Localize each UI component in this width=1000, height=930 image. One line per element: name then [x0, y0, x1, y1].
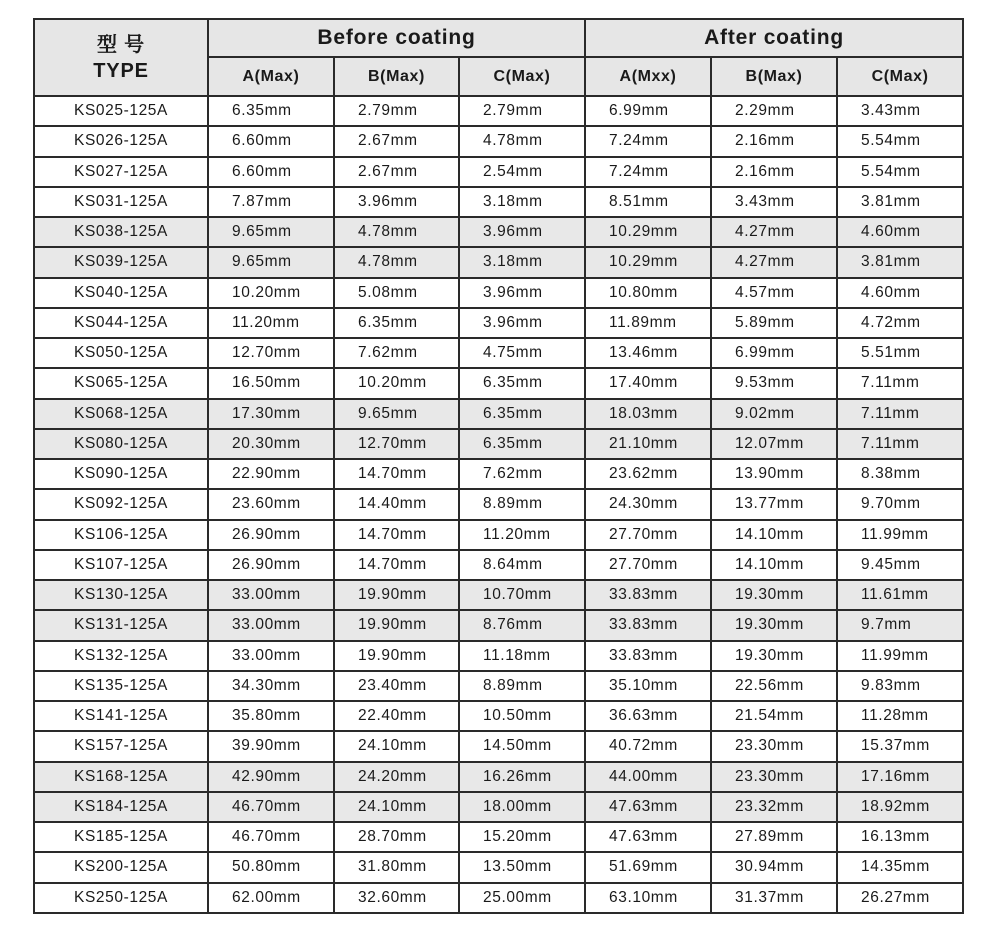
type-header-cn: 型 号	[97, 33, 145, 56]
after-a-cell: 6.99mm	[585, 96, 711, 126]
before-a-cell: 26.90mm	[208, 520, 334, 550]
after-c-cell: 7.11mm	[837, 368, 963, 398]
table-row	[34, 610, 963, 640]
before-c-cell: 4.78mm	[459, 126, 585, 156]
after-b-cell: 5.89mm	[711, 308, 837, 338]
after-b-cell: 9.02mm	[711, 399, 837, 429]
after-c-cell: 11.99mm	[837, 641, 963, 671]
before-a-cell: 6.60mm	[208, 157, 334, 187]
after-a-cell: 17.40mm	[585, 368, 711, 398]
after-b-cell: 13.77mm	[711, 489, 837, 519]
coating-dimensions-table	[33, 18, 964, 914]
type-cell: KS107-125A	[34, 550, 208, 580]
after-b-cell: 31.37mm	[711, 883, 837, 913]
table-row	[34, 641, 963, 671]
type-cell: KS131-125A	[34, 610, 208, 640]
before-b-cell: 10.20mm	[334, 368, 459, 398]
type-cell: KS168-125A	[34, 762, 208, 792]
table-row	[34, 399, 963, 429]
before-b-cell: 14.70mm	[334, 520, 459, 550]
before-b-cell: 3.96mm	[334, 187, 459, 217]
before-a-header: A(Max)	[208, 57, 334, 96]
before-c-cell: 2.79mm	[459, 96, 585, 126]
type-cell: KS050-125A	[34, 338, 208, 368]
after-a-cell: 11.89mm	[585, 308, 711, 338]
table-row	[34, 520, 963, 550]
type-cell: KS044-125A	[34, 308, 208, 338]
type-cell: KS200-125A	[34, 852, 208, 882]
after-b-cell: 30.94mm	[711, 852, 837, 882]
after-c-cell: 11.99mm	[837, 520, 963, 550]
after-coating-header: After coating	[585, 19, 963, 57]
before-a-cell: 35.80mm	[208, 701, 334, 731]
table-row	[34, 247, 963, 277]
after-b-cell: 22.56mm	[711, 671, 837, 701]
before-a-cell: 22.90mm	[208, 459, 334, 489]
after-c-cell: 5.51mm	[837, 338, 963, 368]
before-a-cell: 20.30mm	[208, 429, 334, 459]
before-a-cell: 17.30mm	[208, 399, 334, 429]
after-a-cell: 27.70mm	[585, 550, 711, 580]
after-c-cell: 16.13mm	[837, 822, 963, 852]
before-a-cell: 33.00mm	[208, 641, 334, 671]
type-cell: KS106-125A	[34, 520, 208, 550]
after-b-cell: 14.10mm	[711, 550, 837, 580]
type-cell: KS039-125A	[34, 247, 208, 277]
after-a-header: A(Mxx)	[585, 57, 711, 96]
before-a-cell: 9.65mm	[208, 247, 334, 277]
after-c-header: C(Max)	[837, 57, 963, 96]
after-c-cell: 7.11mm	[837, 399, 963, 429]
after-a-cell: 36.63mm	[585, 701, 711, 731]
type-header	[34, 19, 208, 96]
table-row	[34, 671, 963, 701]
before-b-cell: 19.90mm	[334, 580, 459, 610]
after-c-cell: 3.81mm	[837, 247, 963, 277]
table-row	[34, 157, 963, 187]
before-c-cell: 8.89mm	[459, 489, 585, 519]
before-b-cell: 19.90mm	[334, 610, 459, 640]
before-c-header: C(Max)	[459, 57, 585, 96]
after-c-cell: 9.70mm	[837, 489, 963, 519]
before-a-cell: 10.20mm	[208, 278, 334, 308]
after-a-cell: 8.51mm	[585, 187, 711, 217]
after-c-cell: 5.54mm	[837, 157, 963, 187]
after-c-cell: 17.16mm	[837, 762, 963, 792]
table-row	[34, 126, 963, 156]
before-a-cell: 34.30mm	[208, 671, 334, 701]
before-b-cell: 6.35mm	[334, 308, 459, 338]
after-b-cell: 19.30mm	[711, 641, 837, 671]
after-b-cell: 2.16mm	[711, 126, 837, 156]
table-row	[34, 701, 963, 731]
table-row	[34, 580, 963, 610]
before-b-cell: 19.90mm	[334, 641, 459, 671]
before-b-header: B(Max)	[334, 57, 459, 96]
before-c-cell: 2.54mm	[459, 157, 585, 187]
after-b-cell: 14.10mm	[711, 520, 837, 550]
before-b-cell: 14.70mm	[334, 550, 459, 580]
after-c-cell: 8.38mm	[837, 459, 963, 489]
table-row	[34, 762, 963, 792]
before-c-cell: 3.96mm	[459, 217, 585, 247]
before-c-cell: 14.50mm	[459, 731, 585, 761]
after-b-cell: 21.54mm	[711, 701, 837, 731]
type-cell: KS092-125A	[34, 489, 208, 519]
before-a-cell: 16.50mm	[208, 368, 334, 398]
before-c-cell: 8.89mm	[459, 671, 585, 701]
table-row	[34, 459, 963, 489]
type-cell: KS185-125A	[34, 822, 208, 852]
after-b-header: B(Max)	[711, 57, 837, 96]
after-c-cell: 15.37mm	[837, 731, 963, 761]
before-b-cell: 4.78mm	[334, 247, 459, 277]
before-a-cell: 6.35mm	[208, 96, 334, 126]
table-row	[34, 187, 963, 217]
type-cell: KS157-125A	[34, 731, 208, 761]
table-row	[34, 278, 963, 308]
table-row	[34, 792, 963, 822]
after-b-cell: 6.99mm	[711, 338, 837, 368]
after-b-cell: 4.27mm	[711, 217, 837, 247]
before-c-cell: 11.20mm	[459, 520, 585, 550]
after-a-cell: 35.10mm	[585, 671, 711, 701]
after-c-cell: 26.27mm	[837, 883, 963, 913]
table-row	[34, 822, 963, 852]
table-row	[34, 429, 963, 459]
after-a-cell: 18.03mm	[585, 399, 711, 429]
after-a-cell: 10.29mm	[585, 247, 711, 277]
before-a-cell: 50.80mm	[208, 852, 334, 882]
after-b-cell: 2.16mm	[711, 157, 837, 187]
before-b-cell: 22.40mm	[334, 701, 459, 731]
before-c-cell: 7.62mm	[459, 459, 585, 489]
before-b-cell: 24.20mm	[334, 762, 459, 792]
before-a-cell: 7.87mm	[208, 187, 334, 217]
table-row	[34, 96, 963, 126]
before-c-cell: 11.18mm	[459, 641, 585, 671]
type-cell: KS068-125A	[34, 399, 208, 429]
after-b-cell: 13.90mm	[711, 459, 837, 489]
before-b-cell: 9.65mm	[334, 399, 459, 429]
before-c-cell: 15.20mm	[459, 822, 585, 852]
after-b-cell: 2.29mm	[711, 96, 837, 126]
before-a-cell: 42.90mm	[208, 762, 334, 792]
after-c-cell: 11.61mm	[837, 580, 963, 610]
after-c-cell: 11.28mm	[837, 701, 963, 731]
table-row	[34, 731, 963, 761]
before-c-cell: 10.70mm	[459, 580, 585, 610]
after-b-cell: 23.30mm	[711, 762, 837, 792]
type-cell: KS065-125A	[34, 368, 208, 398]
before-c-cell: 10.50mm	[459, 701, 585, 731]
after-b-cell: 9.53mm	[711, 368, 837, 398]
after-c-cell: 9.83mm	[837, 671, 963, 701]
after-a-cell: 44.00mm	[585, 762, 711, 792]
before-c-cell: 3.18mm	[459, 247, 585, 277]
before-a-cell: 33.00mm	[208, 610, 334, 640]
before-a-cell: 12.70mm	[208, 338, 334, 368]
before-b-cell: 2.67mm	[334, 126, 459, 156]
type-cell: KS250-125A	[34, 883, 208, 913]
before-c-cell: 13.50mm	[459, 852, 585, 882]
after-b-cell: 19.30mm	[711, 580, 837, 610]
type-cell: KS080-125A	[34, 429, 208, 459]
table-row	[34, 308, 963, 338]
after-a-cell: 51.69mm	[585, 852, 711, 882]
before-c-cell: 18.00mm	[459, 792, 585, 822]
before-a-cell: 33.00mm	[208, 580, 334, 610]
before-b-cell: 7.62mm	[334, 338, 459, 368]
before-b-cell: 28.70mm	[334, 822, 459, 852]
after-c-cell: 3.81mm	[837, 187, 963, 217]
after-a-cell: 63.10mm	[585, 883, 711, 913]
after-c-cell: 5.54mm	[837, 126, 963, 156]
type-cell: KS141-125A	[34, 701, 208, 731]
before-a-cell: 62.00mm	[208, 883, 334, 913]
after-c-cell: 3.43mm	[837, 96, 963, 126]
type-cell: KS025-125A	[34, 96, 208, 126]
before-b-cell: 23.40mm	[334, 671, 459, 701]
before-b-cell: 2.67mm	[334, 157, 459, 187]
after-b-cell: 27.89mm	[711, 822, 837, 852]
after-a-cell: 33.83mm	[585, 610, 711, 640]
before-c-cell: 4.75mm	[459, 338, 585, 368]
before-b-cell: 24.10mm	[334, 792, 459, 822]
before-a-cell: 9.65mm	[208, 217, 334, 247]
before-b-cell: 5.08mm	[334, 278, 459, 308]
before-c-cell: 8.64mm	[459, 550, 585, 580]
type-header-en: TYPE	[93, 59, 149, 82]
after-a-cell: 7.24mm	[585, 157, 711, 187]
after-c-cell: 9.7mm	[837, 610, 963, 640]
type-cell: KS132-125A	[34, 641, 208, 671]
before-b-cell: 14.70mm	[334, 459, 459, 489]
header-row-groups	[34, 19, 963, 57]
after-a-cell: 40.72mm	[585, 731, 711, 761]
after-a-cell: 7.24mm	[585, 126, 711, 156]
type-cell: KS090-125A	[34, 459, 208, 489]
after-c-cell: 4.60mm	[837, 217, 963, 247]
before-b-cell: 14.40mm	[334, 489, 459, 519]
table-row	[34, 550, 963, 580]
before-b-cell: 24.10mm	[334, 731, 459, 761]
after-b-cell: 4.57mm	[711, 278, 837, 308]
before-a-cell: 11.20mm	[208, 308, 334, 338]
type-cell: KS184-125A	[34, 792, 208, 822]
table-row	[34, 368, 963, 398]
after-a-cell: 10.80mm	[585, 278, 711, 308]
table-row	[34, 338, 963, 368]
type-cell: KS135-125A	[34, 671, 208, 701]
table-body	[34, 96, 963, 913]
before-b-cell: 31.80mm	[334, 852, 459, 882]
before-c-cell: 25.00mm	[459, 883, 585, 913]
before-coating-header: Before coating	[208, 19, 585, 57]
after-a-cell: 13.46mm	[585, 338, 711, 368]
type-cell: KS031-125A	[34, 187, 208, 217]
before-b-cell: 4.78mm	[334, 217, 459, 247]
before-a-cell: 23.60mm	[208, 489, 334, 519]
type-cell: KS026-125A	[34, 126, 208, 156]
type-cell: KS027-125A	[34, 157, 208, 187]
after-b-cell: 23.30mm	[711, 731, 837, 761]
before-c-cell: 3.96mm	[459, 278, 585, 308]
after-b-cell: 19.30mm	[711, 610, 837, 640]
after-c-cell: 4.72mm	[837, 308, 963, 338]
table-row	[34, 852, 963, 882]
table-row	[34, 217, 963, 247]
before-b-cell: 2.79mm	[334, 96, 459, 126]
type-cell: KS040-125A	[34, 278, 208, 308]
after-a-cell: 27.70mm	[585, 520, 711, 550]
type-cell: KS038-125A	[34, 217, 208, 247]
table-row	[34, 489, 963, 519]
before-a-cell: 39.90mm	[208, 731, 334, 761]
before-c-cell: 3.96mm	[459, 308, 585, 338]
after-a-cell: 47.63mm	[585, 822, 711, 852]
after-c-cell: 14.35mm	[837, 852, 963, 882]
after-a-cell: 23.62mm	[585, 459, 711, 489]
before-a-cell: 46.70mm	[208, 792, 334, 822]
before-c-cell: 16.26mm	[459, 762, 585, 792]
before-b-cell: 32.60mm	[334, 883, 459, 913]
after-a-cell: 47.63mm	[585, 792, 711, 822]
after-a-cell: 21.10mm	[585, 429, 711, 459]
after-b-cell: 12.07mm	[711, 429, 837, 459]
type-cell: KS130-125A	[34, 580, 208, 610]
after-a-cell: 10.29mm	[585, 217, 711, 247]
after-c-cell: 9.45mm	[837, 550, 963, 580]
before-a-cell: 6.60mm	[208, 126, 334, 156]
before-c-cell: 8.76mm	[459, 610, 585, 640]
after-a-cell: 33.83mm	[585, 580, 711, 610]
after-c-cell: 7.11mm	[837, 429, 963, 459]
after-a-cell: 33.83mm	[585, 641, 711, 671]
before-c-cell: 6.35mm	[459, 368, 585, 398]
after-a-cell: 24.30mm	[585, 489, 711, 519]
before-a-cell: 46.70mm	[208, 822, 334, 852]
after-b-cell: 4.27mm	[711, 247, 837, 277]
after-b-cell: 3.43mm	[711, 187, 837, 217]
before-c-cell: 6.35mm	[459, 429, 585, 459]
before-c-cell: 3.18mm	[459, 187, 585, 217]
after-b-cell: 23.32mm	[711, 792, 837, 822]
table-row	[34, 883, 963, 913]
before-b-cell: 12.70mm	[334, 429, 459, 459]
after-c-cell: 4.60mm	[837, 278, 963, 308]
after-c-cell: 18.92mm	[837, 792, 963, 822]
before-a-cell: 26.90mm	[208, 550, 334, 580]
before-c-cell: 6.35mm	[459, 399, 585, 429]
